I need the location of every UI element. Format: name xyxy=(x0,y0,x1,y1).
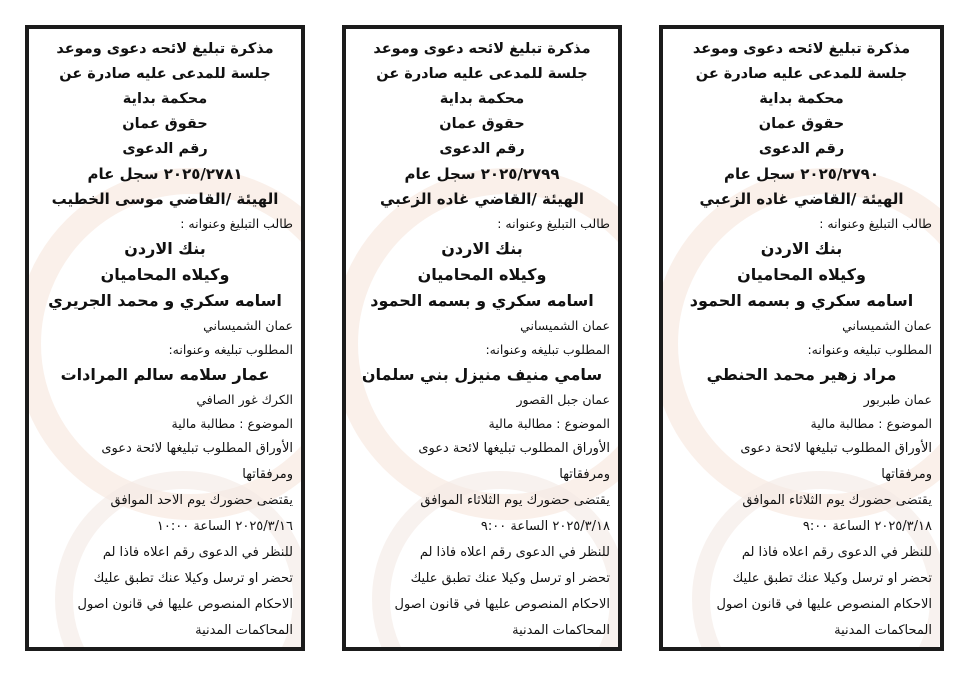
warning-line-3: الاحكام المنصوص عليها في قانون اصول xyxy=(77,597,293,612)
court-name: حقوق عمان xyxy=(439,116,525,132)
hearing-line-1: يقتضى حضورك يوم الثلاثاء الموافق xyxy=(742,493,932,508)
judge: الهيئة /القاضي غاده الزعبي xyxy=(699,190,904,208)
subject: الموضوع : مطالبة مالية xyxy=(810,416,932,431)
court-name: حقوق عمان xyxy=(758,116,845,132)
respondent-address: الكرك غور الصافي xyxy=(196,392,293,407)
hearing-line-2: ٢٠٢٥/٣/١٨ الساعة ٩:٠٠ xyxy=(802,519,932,534)
respondent-name: سامي منيف منيزل بني سلمان xyxy=(361,365,603,384)
requester-name: بنك الاردن xyxy=(441,239,523,258)
papers-line-1: الأوراق المطلوب تبليغها لائحة دعوى xyxy=(418,441,610,456)
requester-label: طالب التبليغ وعنوانه : xyxy=(180,216,293,231)
requester-name: بنك الاردن xyxy=(760,239,843,258)
warning-line-3: الاحكام المنصوص عليها في قانون اصول xyxy=(394,597,610,612)
warning-line-2: تحضر او ترسل وكيلا عنك تطبق عليك xyxy=(732,571,932,586)
respondent-address: عمان طبربور xyxy=(863,392,932,407)
respondent-label: المطلوب تبليغه وعنوانه: xyxy=(807,342,932,357)
papers-line-1: الأوراق المطلوب تبليغها لائحة دعوى xyxy=(101,441,293,456)
notice-middle xyxy=(342,25,622,651)
case-number: ٢٠٢٥/٢٧٩٩ سجل عام xyxy=(404,165,560,183)
requester-label: طالب التبليغ وعنوانه : xyxy=(819,216,932,231)
case-number: ٢٠٢٥/٢٧٨١ سجل عام xyxy=(87,165,243,183)
requester-address: عمان الشميساني xyxy=(520,318,610,333)
subject: الموضوع : مطالبة مالية xyxy=(488,416,610,431)
hearing-line-1: يقتضى حضورك يوم الاحد الموافق xyxy=(110,493,293,508)
notice-title: مذكرة تبليغ لائحه دعوى وموعد جلسة للمدعى عليه صادرة عن محكمة بداية xyxy=(56,41,274,107)
case-number-label: رقم الدعوى xyxy=(122,141,208,157)
hearing-line-1: يقتضى حضورك يوم الثلاثاء الموافق xyxy=(420,493,610,508)
attorneys: اسامه سكري و محمد الجريري xyxy=(48,291,282,310)
attorneys-label: وكيلاه المحاميان xyxy=(737,265,866,284)
judge: الهيئة /القاضي غاده الزعبي xyxy=(379,190,585,208)
subject: الموضوع : مطالبة مالية xyxy=(171,416,293,431)
court-name: حقوق عمان xyxy=(122,116,208,132)
attorneys-label: وكيلاه المحاميان xyxy=(417,265,547,284)
warning-line-4: المحاكمات المدنية xyxy=(834,623,932,638)
notice-left xyxy=(25,25,305,651)
notice-right xyxy=(659,25,944,651)
hearing-line-2: ٢٠٢٥/٣/١٨ الساعة ٩:٠٠ xyxy=(480,519,610,534)
notice-title: مذكرة تبليغ لائحه دعوى وموعد جلسة للمدعى عليه صادرة عن محكمة بداية xyxy=(373,41,591,107)
warning-line-1: للنظر في الدعوى رقم اعلاه فاذا لم xyxy=(102,545,293,560)
warning-line-4: المحاكمات المدنية xyxy=(512,623,610,638)
case-number-label: رقم الدعوى xyxy=(758,141,845,157)
respondent-name: عمار سلامه سالم المرادات xyxy=(60,365,270,384)
papers-line-2: ومرفقاتها xyxy=(242,467,293,482)
warning-line-3: الاحكام المنصوص عليها في قانون اصول xyxy=(716,597,932,612)
case-number-label: رقم الدعوى xyxy=(439,141,525,157)
warning-line-1: للنظر في الدعوى رقم اعلاه فاذا لم xyxy=(741,545,932,560)
papers-line-2: ومرفقاتها xyxy=(881,467,932,482)
attorneys: اسامه سكري و بسمه الحمود xyxy=(689,291,914,310)
warning-line-2: تحضر او ترسل وكيلا عنك تطبق عليك xyxy=(410,571,610,586)
case-number: ٢٠٢٥/٢٧٩٠ سجل عام xyxy=(723,165,879,183)
hearing-line-2: ٢٠٢٥/٣/١٦ الساعة ١٠:٠٠ xyxy=(156,519,293,534)
papers-line-2: ومرفقاتها xyxy=(559,467,610,482)
judge: الهيئة /القاضي موسى الخطيب xyxy=(51,190,279,208)
requester-label: طالب التبليغ وعنوانه : xyxy=(497,216,610,231)
respondent-name: مراد زهير محمد الحنطي xyxy=(706,365,897,384)
requester-name: بنك الاردن xyxy=(124,239,206,258)
requester-address: عمان الشميساني xyxy=(203,318,293,333)
papers-line-1: الأوراق المطلوب تبليغها لائحة دعوى xyxy=(740,441,932,456)
attorneys: اسامه سكري و بسمه الحمود xyxy=(370,291,594,310)
notice-title: مذكرة تبليغ لائحه دعوى وموعد جلسة للمدعى عليه صادرة عن محكمة بداية xyxy=(692,41,911,107)
attorneys-label: وكيلاه المحاميان xyxy=(100,265,230,284)
warning-line-1: للنظر في الدعوى رقم اعلاه فاذا لم xyxy=(419,545,610,560)
respondent-label: المطلوب تبليغه وعنوانه: xyxy=(168,342,293,357)
warning-line-4: المحاكمات المدنية xyxy=(195,623,293,638)
respondent-label: المطلوب تبليغه وعنوانه: xyxy=(485,342,610,357)
warning-line-2: تحضر او ترسل وكيلا عنك تطبق عليك xyxy=(93,571,293,586)
respondent-address: عمان جبل القصور xyxy=(516,392,610,407)
requester-address: عمان الشميساني xyxy=(842,318,932,333)
